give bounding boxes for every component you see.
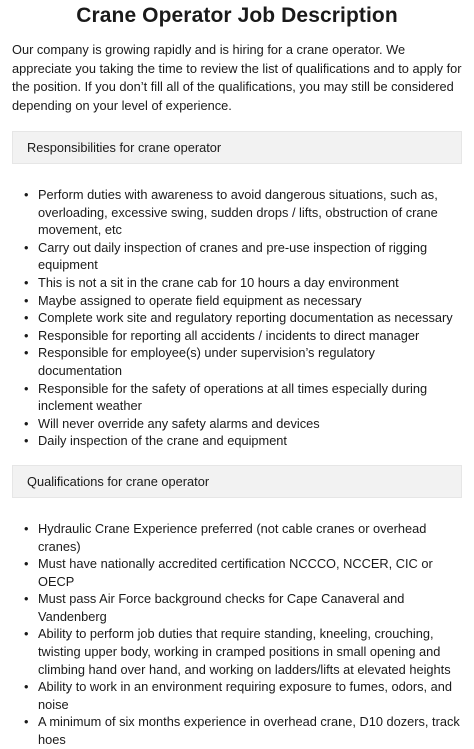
bullet-icon: • [24, 310, 29, 326]
responsibilities-heading: Responsibilities for crane operator [27, 140, 222, 155]
bullet-icon: • [24, 714, 29, 730]
list-item-text: This is not a sit in the crane cab for 10 hours a day environment [38, 274, 399, 290]
bullet-icon: • [24, 274, 29, 290]
bullet-icon: • [24, 292, 29, 308]
list-item [24, 713, 462, 748]
list-item [24, 380, 462, 415]
list-item [24, 292, 462, 310]
bullet-icon: • [24, 415, 29, 431]
page-title: Crane Operator Job Description [76, 4, 398, 27]
list-item [24, 239, 462, 274]
list-item-text: Carry out daily inspection of cranes and pre-use inspection of rigging equipment [38, 239, 428, 273]
qualifications-list [12, 520, 462, 749]
list-item-text: Hydraulic Crane Experience preferred (not cable cranes or overhead cranes) [38, 520, 427, 554]
list-item-text: Responsible for the safety of operations at all times especially during inclement weather [38, 380, 428, 414]
list-item-text: Must pass Air Force background checks for Cape Canaveral and Vandenberg [38, 591, 405, 624]
list-item [24, 327, 462, 345]
bullet-icon: • [24, 380, 29, 396]
list-item [24, 678, 462, 713]
bullet-icon: • [24, 187, 29, 202]
list-item [24, 590, 462, 625]
list-item [24, 415, 462, 433]
bullet-icon: • [24, 327, 29, 343]
list-item-text: Must have nationally accredited certification NCCCO, NCCER, CIC or OECP [38, 556, 433, 589]
bullet-icon: • [24, 556, 29, 572]
bullet-icon: • [24, 345, 29, 361]
bullet-icon: • [24, 679, 29, 695]
intro-paragraph: Our company is growing rapidly and is hiring for a crane operator. We appreciate you taking the time to review the list of qualifications and to apply for the position. If you don’t fill all of the qualifications, you may still be considered depending on your level of experience. [12, 42, 462, 113]
list-item-text: Ability to work in an environment requiring exposure to fumes, odors, and noise [38, 679, 452, 712]
list-item [24, 520, 462, 555]
bullet-icon: • [24, 591, 29, 607]
bullet-icon: • [24, 626, 29, 642]
list-item-text: Responsible for reporting all accidents / incidents to direct manager [38, 327, 420, 343]
list-item [24, 274, 462, 292]
list-item-text: A minimum of six months experience in overhead crane, D10 dozers, track hoes [38, 714, 460, 748]
qualifications-header [12, 465, 462, 498]
bullet-icon: • [24, 520, 29, 536]
responsibilities-list [12, 186, 462, 450]
list-item-text: Daily inspection of the crane and equipment [38, 433, 287, 449]
list-item [24, 344, 462, 379]
list-item [24, 309, 462, 327]
list-item [24, 555, 462, 590]
responsibilities-header [12, 131, 462, 164]
qualifications-heading: Qualifications for crane operator [27, 473, 210, 489]
list-item [24, 625, 462, 678]
bullet-icon: • [24, 239, 29, 255]
bullet-icon: • [24, 433, 29, 449]
list-item-text: Will never override any safety alarms and devices [38, 415, 320, 431]
list-item [24, 186, 462, 239]
list-item-text: Responsible for employee(s) under supervision’s regulatory documentation [38, 345, 375, 378]
list-item-text: Perform duties with awareness to avoid dangerous situations, such as, overloading, excessive swing, sudden drops / lifts, obstruction of crane movement, etc [38, 187, 438, 238]
list-item [24, 432, 462, 450]
list-item-text: Maybe assigned to operate field equipment as necessary [38, 292, 362, 308]
list-item-text: Complete work site and regulatory reporting documentation as necessary [38, 310, 453, 326]
list-item-text: Ability to perform job duties that require standing, kneeling, crouching, twisting upper body, working in cramped positions in small opening and climbing hand over hand, and working on ladders/lifts at elevated heights [38, 626, 451, 677]
